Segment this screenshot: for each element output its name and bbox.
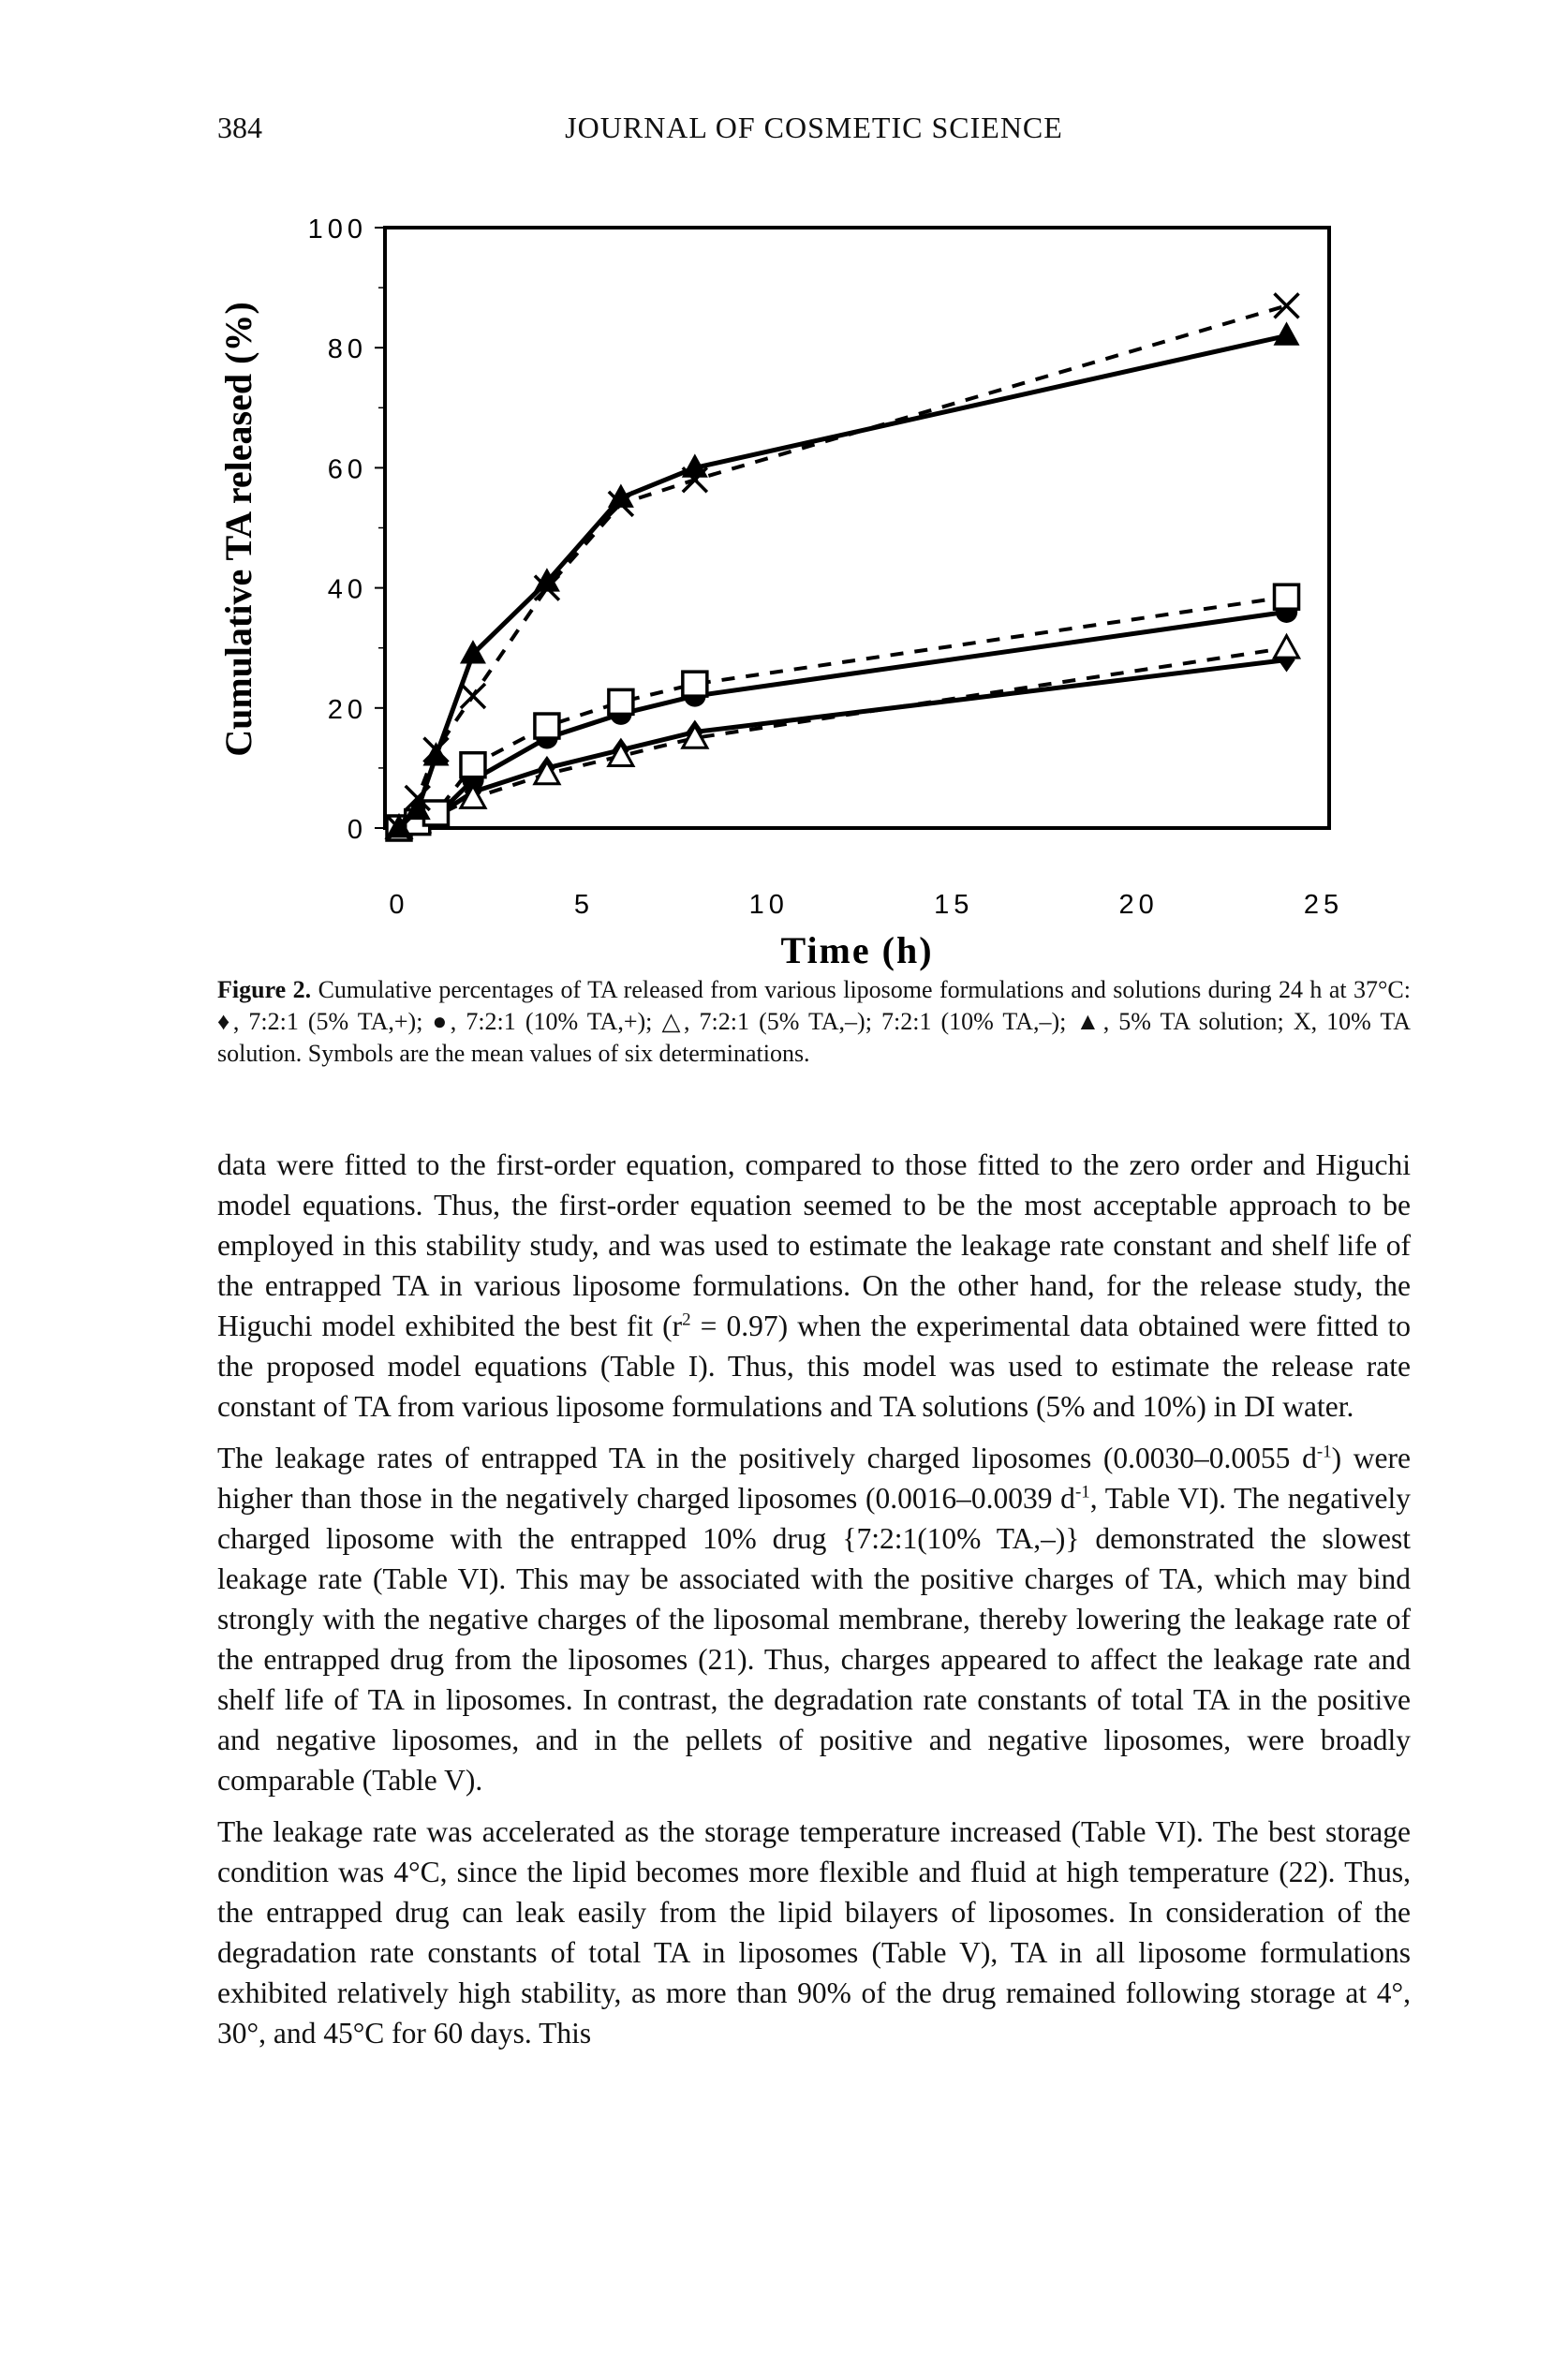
text: , Table VI). The negatively charged liposome with the entrapped 10% drug {7:2:1(10% TA,–)} demonstrated the slowest leakage rate (Table VI). This may be associated with the positive charges of TA, which may bind strongly with the negative charges of the liposomal membrane, thereby lowering the leakage rate of the entrapped drug from the liposomes (21). Thus, charges appeared to affect the leakage rate and shelf life of TA in liposomes. In contrast, the degradation rate constants of total TA in the positive and negative liposomes, and in the pellets of positive and negative liposomes, were broadly comparable (Table V).	[217, 1482, 1411, 1797]
x-tick-label: 25	[1303, 890, 1344, 920]
series-x	[387, 293, 1299, 840]
superscript: -1	[1316, 1442, 1332, 1462]
x-tick-label: 5	[573, 890, 594, 920]
paragraph	[217, 1145, 1411, 1427]
release-chart	[0, 0, 1568, 974]
caption-text: , 7:2:1 (10% TA,+);	[450, 1008, 662, 1035]
y-tick-label: 40	[327, 574, 367, 605]
open-square-marker	[423, 801, 448, 825]
superscript: -1	[1074, 1482, 1090, 1502]
x-tick-label: 0	[389, 890, 409, 920]
caption-text: , 5% TA solution; X, 10% TA solution. Symbols are the mean values of six determinations.	[217, 1008, 1411, 1067]
y-tick-label: 80	[327, 334, 367, 365]
open-square-marker	[609, 689, 633, 714]
y-tick-label: 0	[347, 815, 367, 845]
text: The leakage rates of entrapped TA in the positively charged liposomes (0.0030–0.0055 d	[217, 1442, 1317, 1474]
y-tick-label: 20	[327, 694, 367, 725]
text: data were fitted to the first-order equation, compared to those fitted to the zero order and Higuchi model equations. Thus, the first-order equation seemed to be the most acceptable approach to be employed in this stability study, and was used to estimate the leakage rate constant and shelf life of the entrapped TA in various liposome formulations. On the other hand, for the release study, the Higuchi model exhibited the best fit (r	[217, 1148, 1411, 1342]
plot-frame	[385, 228, 1329, 828]
filled-triangle-symbol: ▲	[1075, 1008, 1103, 1035]
open-square-marker	[461, 753, 485, 777]
x-axis-label: Time (h)	[780, 929, 934, 971]
circle-symbol: ●	[432, 1008, 451, 1035]
open-square-marker	[535, 714, 559, 738]
open-square-marker	[1275, 585, 1299, 609]
caption-text: , 7:2:1 (5% TA,+);	[232, 1008, 433, 1035]
caption-text: Cumulative percentages of TA released from various liposome formulations and solutions during 24 h at 37°C:	[311, 976, 1411, 1003]
x-tick-label: 10	[748, 890, 789, 920]
diamond-symbol: ♦	[217, 1008, 233, 1035]
body-text	[217, 1145, 1411, 2064]
paragraph	[217, 1438, 1411, 1800]
text: = 0.97) when the experimental data obtained were fitted to the proposed model equations (Table I). Thus, this model was used to estimate the release rate constant of TA from various liposome formulations and TA solutions (5% and 10%) in DI water.	[217, 1310, 1412, 1423]
caption-text: , 7:2:1 (5% TA,–); 7:2:1 (10% TA,–);	[684, 1008, 1076, 1035]
series-circle	[388, 601, 1297, 839]
open-triangle-symbol: △	[661, 1008, 684, 1035]
paragraph: The leakage rate was accelerated as the storage temperature increased (Table VI). The best storage condition was 4°C, since the lipid becomes more flexible and fluid at high temperature (22). Thus, the entrapped drug can leak easily from the lipid bilayers of liposomes. In consideration of the degradation rate constants of total TA in liposomes (Table V), TA in all liposome formulations exhibited relatively high stability, as more than 90% of the drug remained following storage at 4°, 30°, and 45°C for 60 days. This	[217, 1815, 1411, 2050]
x-tick-label: 20	[1118, 890, 1159, 920]
series-filled-triangle	[386, 321, 1300, 837]
y-tick-label: 60	[327, 454, 367, 485]
superscript: 2	[682, 1310, 691, 1330]
series-line	[399, 612, 1287, 828]
open-square-marker	[683, 672, 707, 696]
series-line	[399, 335, 1287, 828]
y-tick-label: 100	[307, 215, 367, 244]
page-number: 384	[217, 111, 262, 144]
filled-triangle-marker	[1274, 321, 1300, 345]
caption-label: Figure 2.	[217, 976, 312, 1003]
y-axis-label: Cumulative TA released (%)	[217, 302, 259, 757]
journal-title: JOURNAL OF COSMETIC SCIENCE	[565, 111, 1063, 144]
text: ) were higher than those in the negatively charged liposomes (0.0016–0.0039 d	[217, 1442, 1411, 1515]
series-line	[399, 305, 1287, 828]
figure-caption	[217, 974, 1411, 1070]
open-triangle-marker	[1275, 636, 1299, 658]
x-tick-label: 15	[934, 890, 974, 920]
